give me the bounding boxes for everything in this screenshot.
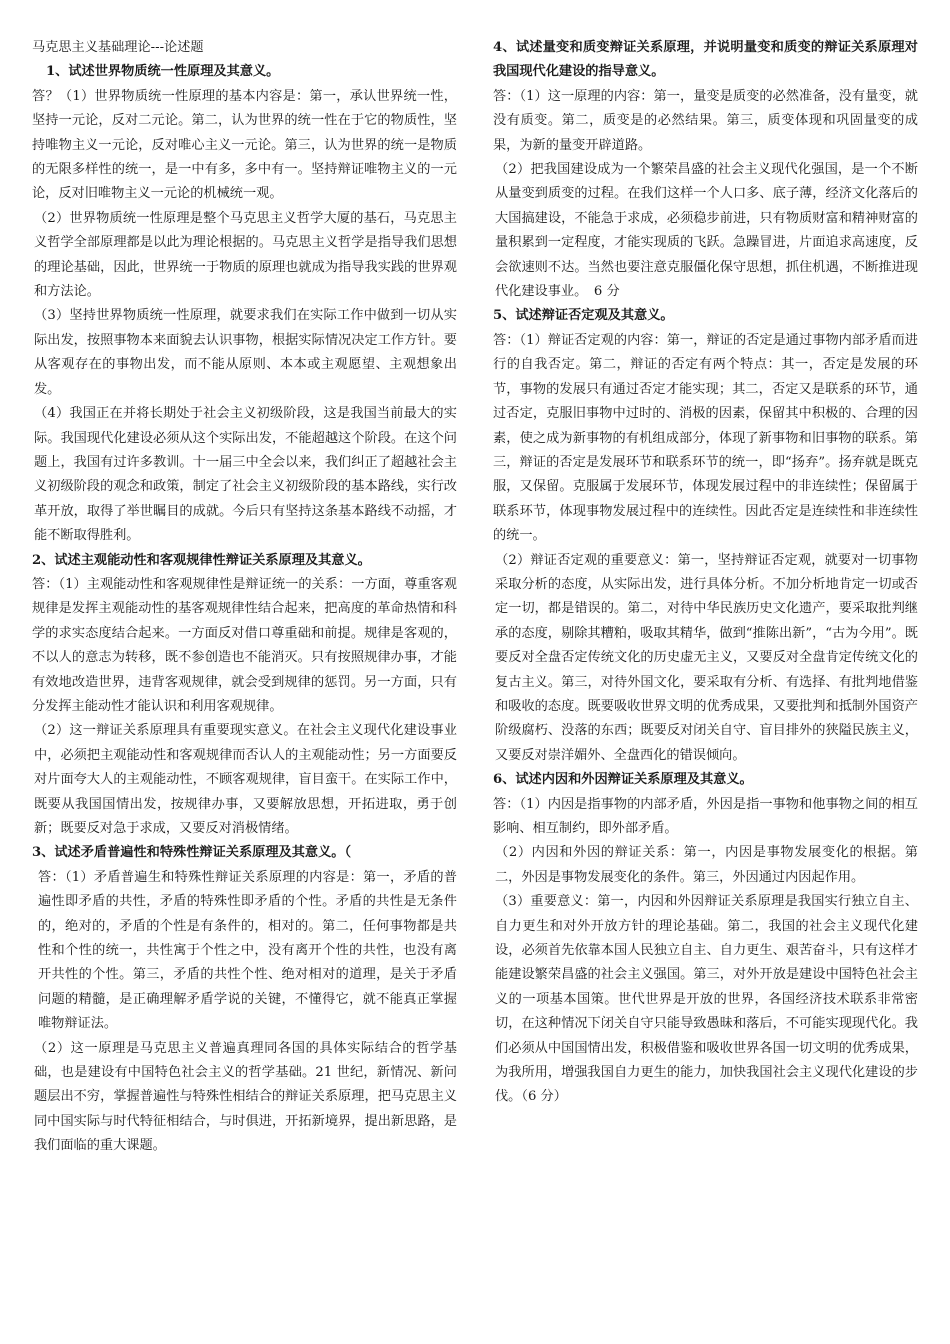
question-3-answer-part-1: 答：（1）矛盾普遍生和特殊性辩证关系原理的内容是：第一，矛盾的普遍性即矛盾的共性，矛盾的特殊性即矛盾的个性。矛盾的共性是无条件的，绝对的，矛盾的个性是有条件的，相对的。第二，任何事物都是共性和个性的统一，共性寓于个性之中，没有离开个性的共性，也没有离开共性的个性。第三，矛盾的共性个性、绝对相对的道理，是关于矛盾问题的精髓，是正确理解矛盾学说的关键，不懂得它，就不能真正掌握唯物辩证法。: [38, 869, 457, 1032]
question-6-answer-part-1: 答：（1）内因是指事物的内部矛盾，外因是指一事物和他事物之间的相互影响、相互制约，即外部矛盾。: [493, 796, 918, 836]
question-1-answer-part-3: （3）坚持世界物质统一性原理，就要求我们在实际工作中做到一切从实际出发，按照事物本来面貌去认识事物，根据实际情况决定工作方针。要从客观存在的事物出发，而不能从原则、本本或主观愿望、主观想象出发。: [34, 308, 457, 397]
question-2-heading: 2、试述主观能动性和客观规律性辩证关系原理及其意义。: [32, 552, 371, 568]
left-column: [32, 36, 457, 1159]
question-2-answer-part-1: 答：（1）主观能动性和客观规律性是辩证统一的关系：一方面，尊重客观规律是发挥主观能动性的基客观规律性结合起来，把高度的革命热情和科学的求实态度结合起来。一方面反对借口尊重础和前提。规律是客观的，不以人的意志为转移，既不参创造也不能消灭。只有按照规律办事，才能有效地改造世界，违背客观规律，就会受到规律的惩罚。另一方面，只有分发挥主能动性才能认识和利用客观规律。: [32, 576, 457, 714]
question-2-answer-part-2: （2）这一辩证关系原理具有重要现实意义。在社会主义现代化建设事业中，必须把主观能动性和客观规律而否认人的主观能动性；另一方面要反对片面夸大人的主观能动性，不顾客观规律，盲目蛮干。在实际工作中，既要从我国国情出发，按规律办事，又要解放思想，开拓进取，勇于创新；既要反对急于求成，又要反对消极情绪。: [34, 723, 457, 836]
question-6-heading: 6、试述内因和外因辩证关系原理及其意义。: [493, 772, 753, 788]
question-1-answer-part-4: （4）我国正在并将长期处于社会主义初级阶段，这是我国当前最大的实际。我国现代化建设必须从这个实际出发，不能超越这个阶段。在这个问题上，我国有过许多教训。十一届三中全会以来，我们纠正了超越社会主义初级阶段的观念和政策，制定了社会主义初级阶段的基本路线，实行改革开放，取得了举世瞩目的成就。今后只有坚持这条基本路线不动摇，才能不断取得胜利。: [34, 406, 457, 544]
question-5-heading: 5、试述辩证否定观及其意义。: [493, 308, 674, 324]
question-6-answer-part-2: （2）内因和外因的辩证关系：第一，内因是事物发展变化的根据。第二，外因是事物发展变化的条件。第三，外因通过内因起作用。: [495, 845, 918, 885]
question-3-answer-part-2: （2）这一原理是马克思主义普遍真理同各国的具体实际结合的哲学基础，也是建设有中国特色社会主义的哲学基础。21 世纪，新情况、新问题层出不穷，掌握普遍性与特殊性相结合的辩证关系原理，把马克思主义同中国实际与时代特征相结合，与时俱进，开拓新境界，提出新思路，是我们面临的重大课题。: [34, 1040, 457, 1154]
question-1-heading: 1、试述世界物质统一性原理及其意义。: [46, 64, 280, 80]
question-3-heading: 3、试述矛盾普遍性和特殊性辩证关系原理及其意义。（: [32, 845, 352, 861]
document-title: 马克思主义基础理论---论述题: [32, 40, 204, 55]
right-column: [493, 36, 918, 1110]
question-5-answer-part-1: 答：（1）辩证否定观的内容：第一，辩证的否定是通过事物内部矛盾而进行的自我否定。第二，辩证的否定有两个特点：其一，否定是发展的环节，事物的发展只有通过否定才能实现；其二，否定又是联系的环节，通过否定，克服旧事物中过时的、消极的因素，保留其中积极的、合理的因素，使之成为新事物的有机组成部分，体现了新事物和旧事物的联系。第三，辩证的否定是发展环节和联系环节的统一，即“扬弃”。扬弃就是既克服，又保留。克服属于发展环节，体现发展过程中的非连续性；保留属于联系环节，体现事物发展过程中的连续性。因此否定是连续性和非连续性的统一。: [493, 332, 918, 544]
question-6-answer-part-3: （3）重要意义：第一，内因和外因辩证关系原理是我国实行独立自主、自力更生和对外开放方针的理论基础。第二，我国的社会主义现代化建设，必须首先依靠本国人民独立自主、自力更生、艰苦奋斗，只有这样才能建设繁荣昌盛的社会主义强国。第三，对外开放是建设中国特色社会主义的一项基本国策。世代世界是开放的世界，各国经济技术联系非常密切，在这种情况下闭关自守只能导致愚昧和落后，不可能实现现代化。我们必须从中国国情出发，积极借鉴和吸收世界各国一切文明的优秀成果，为我所用，增强我国自力更生的能力，加快我国社会主义现代化建设的步伐。（6 分）: [495, 894, 918, 1105]
question-5-answer-part-2: （2）辩证否定观的重要意义：第一，坚持辩证否定观，就要对一切事物采取分析的态度，从实际出发，进行具体分析。不加分析地肯定一切或否定一切，都是错误的。第二，对待中华民族历史文化遗产，要采取批判继承的态度，剔除其糟粕，吸取其精华，做到“推陈出新”，“古为今用”。既要反对全盘否定传统文化的历史虚无主义，又要反对全盘肯定传统文化的复古主义。第三，对待外国文化，要采取有分析、有选择、有批判地借鉴和吸收的态度。既要吸收世界文明的优秀成果，又要批判和抵制外国资产阶级腐朽、没落的东西；既要反对闭关自守、盲目排外的狭隘民族主义，又要反对崇洋媚外、全盘西化的错误倾向。: [495, 552, 918, 763]
question-4-heading: 4、试述量变和质变辩证关系原理，并说明量变和质变的辩证关系原理对我国现代化建设的指导意义。: [493, 40, 918, 80]
question-4-answer-part-1: 答：（1）这一原理的内容：第一，量变是质变的必然准备，没有量变，就没有质变。第二，质变是的必然结果。第三，质变体现和巩固量变的成果，为新的量变开辟道路。: [493, 88, 918, 153]
question-1-answer-part-2: （2）世界物质统一性原理是整个马克思主义哲学大厦的基石，马克思主义哲学全部原理都是以此为理论根据的。马克思主义哲学是指导我们思想的理论基础，因此，世界统一于物质的原理也就成为指导我实践的世界观和方法论。: [34, 210, 457, 300]
question-4-answer-part-2: （2）把我国建设成为一个繁荣昌盛的社会主义现代化强国，是一个不断从量变到质变的过程。在我们这样一个人口多、底子薄，经济文化落后的大国搞建设，不能急于求成，必须稳步前进，只有物质财富和精神财富的量积累到一定程度，才能实现质的飞跃。急躁冒进，片面追求高速度，反会欲速则不达。当然也要注意克服僵化保守思想，抓住机遇，不断推进现代化建设事业。 6 分: [495, 162, 918, 300]
question-1-answer-part-1: 答？（1）世界物质统一性原理的基本内容是：第一，承认世界统一性，坚持一元论，反对二元论。第二，认为世界的统一性在于它的物质性，坚持唯物主义一元论，反对唯心主义一元论。第三，认为世界的统一是物质的无限多样性的统一，是一中有多，多中有一。坚持辩证唯物主义的一元论，反对旧唯物主义一元论的机械统一观。: [32, 88, 457, 202]
